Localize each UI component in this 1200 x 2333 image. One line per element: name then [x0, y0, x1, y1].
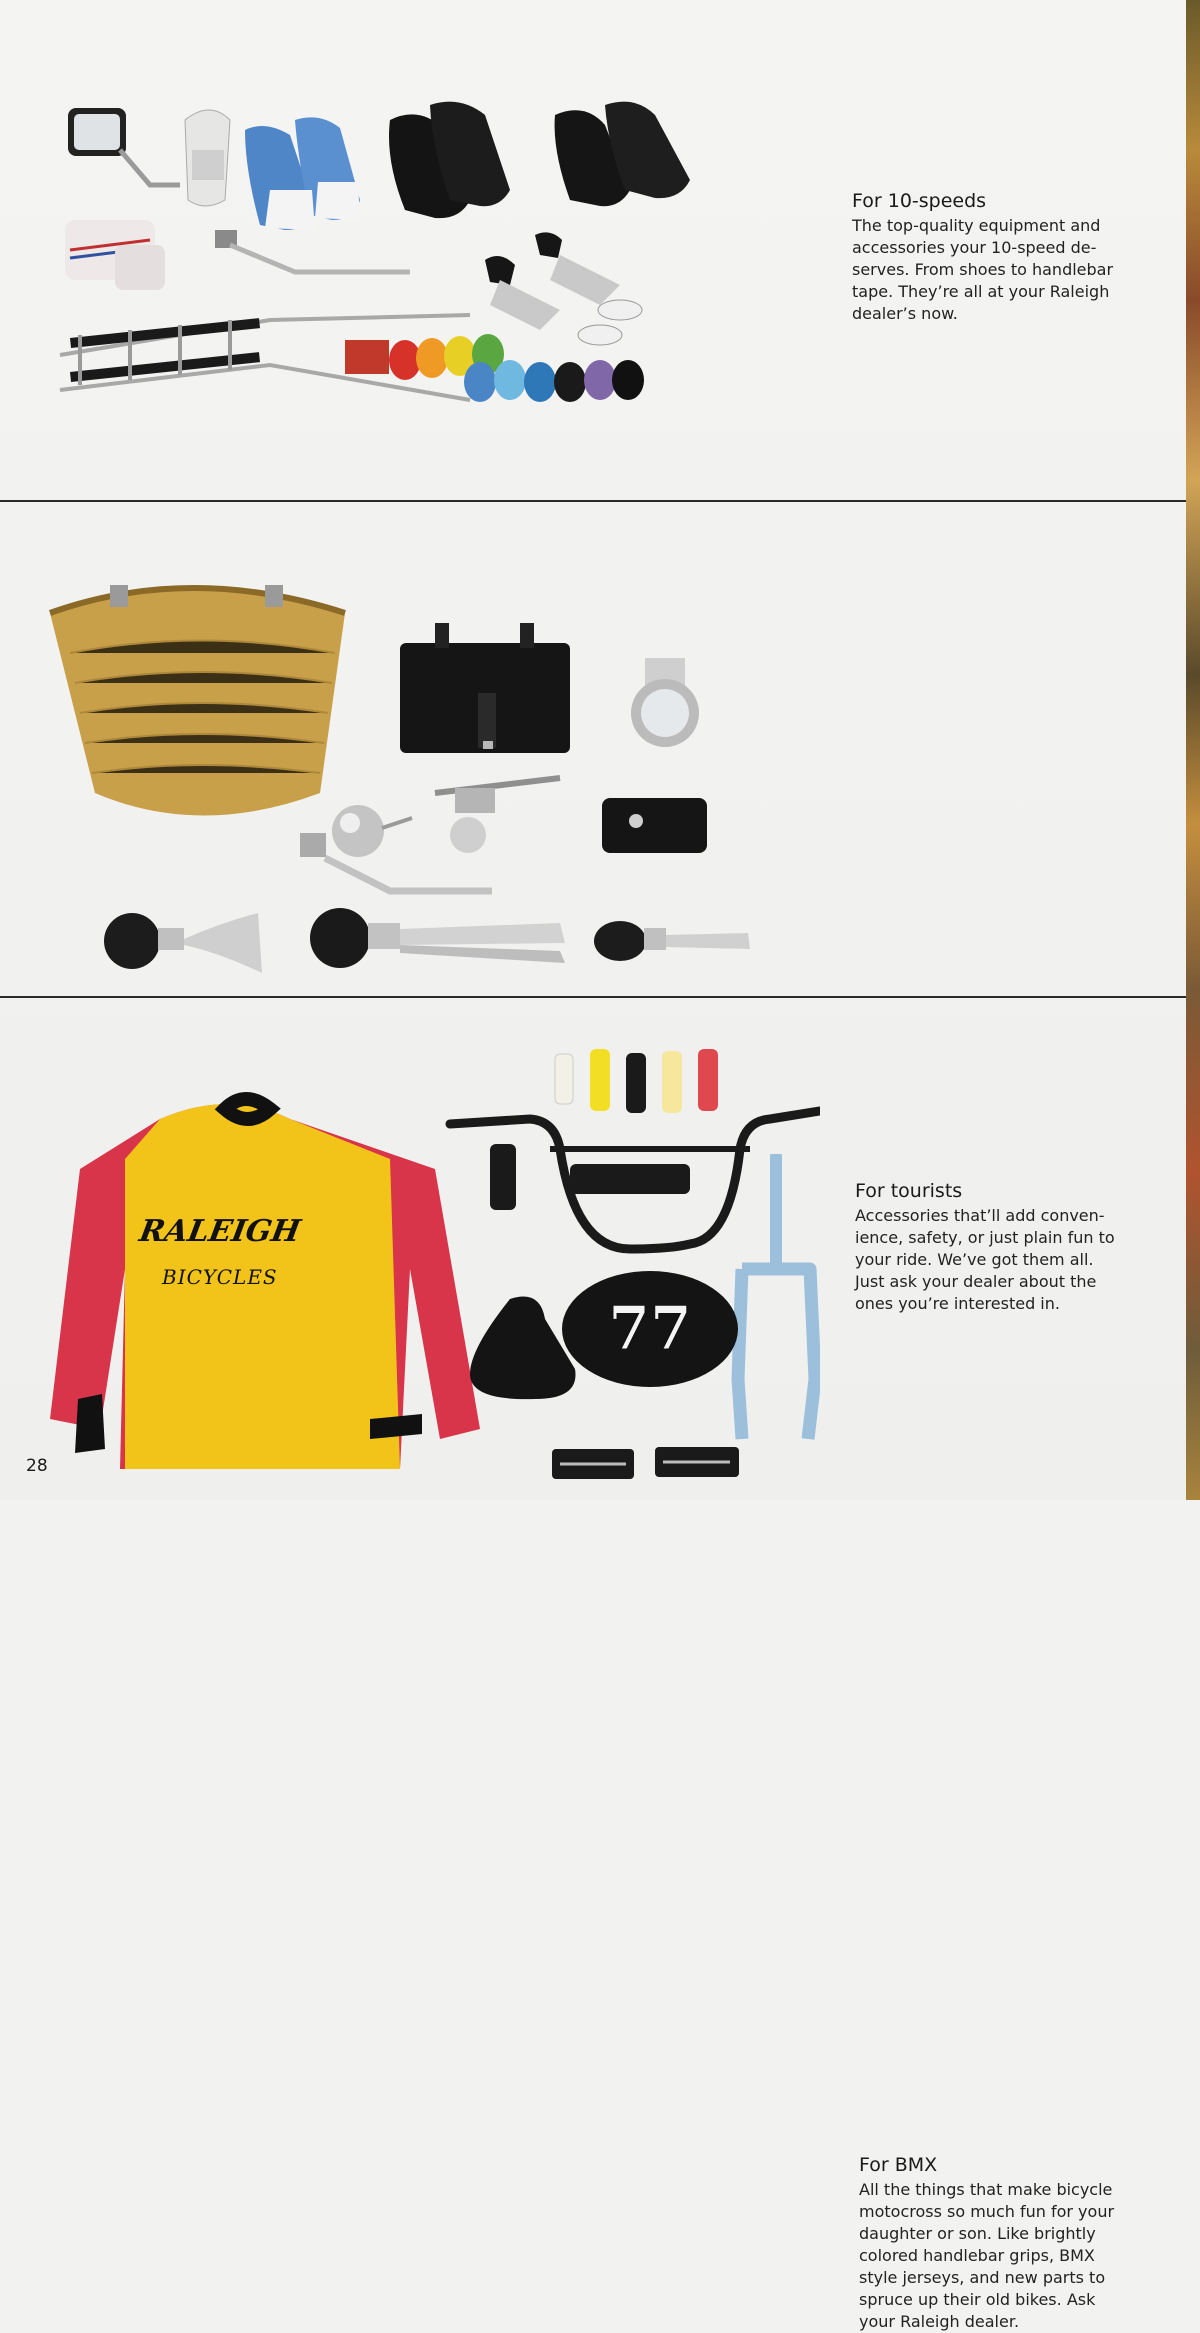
- handlebar-grips: [555, 1049, 718, 1113]
- saddle-bag: [400, 623, 570, 753]
- horn-large: [310, 908, 565, 968]
- black-shoes: [389, 102, 510, 219]
- number-plate-text: 77: [608, 1294, 692, 1364]
- bmx-handlebar: [450, 1111, 820, 1249]
- adjacent-page-edge: [1186, 0, 1200, 1500]
- generator-light: [435, 778, 560, 853]
- section-10-speeds: [0, 0, 1186, 500]
- section-body: All the things that make bicycle motocross so much fun for your daughter or son. Like brightly colored handlebar grips, BMX style jerseys, and new parts to spruce up their old bikes. Ask your Raleigh dealer.: [859, 2180, 1115, 2331]
- number-plate: [562, 1271, 738, 1387]
- section-bmx: [0, 999, 1186, 2331]
- bottle-cage: [185, 110, 230, 206]
- wicker-basket: [50, 585, 345, 816]
- bmx-pedals: [552, 1447, 739, 1479]
- kickstand: [215, 230, 410, 272]
- jersey-text-raleigh: RALEIGH: [136, 1214, 303, 1249]
- headlight: [631, 658, 699, 747]
- bmx-accessories-photo: [30, 1049, 820, 1489]
- section-title: For BMX: [859, 2154, 938, 2176]
- section-title: For 10-speeds: [852, 190, 987, 212]
- mirror: [68, 108, 180, 185]
- ten-speed-accessories-photo: [40, 90, 760, 520]
- horn-small: [104, 913, 262, 973]
- section-divider: [0, 996, 1186, 998]
- gloves: [65, 220, 165, 290]
- bmx-jersey: [50, 1099, 480, 1469]
- page-number: 28: [26, 1456, 48, 1476]
- touring-accessories-photo: [40, 573, 770, 1033]
- black-shoes-pair-2: [555, 102, 690, 207]
- tool-bag: [602, 798, 707, 853]
- bmx-fork: [738, 1154, 815, 1439]
- toe-clips: [485, 232, 642, 345]
- horn-medium: [594, 921, 750, 961]
- caption-bmx: [859, 2154, 1149, 2333]
- blue-shoes: [245, 117, 360, 230]
- bell: [332, 805, 412, 857]
- bmx-saddle: [470, 1297, 576, 1400]
- section-body: The top-quality equipment and accessories your 10-speed de- serves. From shoes to handlebar tape. They’re all at your Raleigh dealer’s now.: [852, 216, 1114, 323]
- caption-10-speeds: [852, 190, 1142, 325]
- jersey-text-bicycles: BICYCLES: [162, 1265, 278, 1289]
- section-title: For tourists: [855, 1180, 963, 1202]
- section-body: Accessories that’ll add conven- ience, safety, or just plain fun to your ride. We’ve got them all. Just ask your dealer about the ones you’re interested in.: [855, 1206, 1115, 1313]
- section-divider: [0, 500, 1186, 502]
